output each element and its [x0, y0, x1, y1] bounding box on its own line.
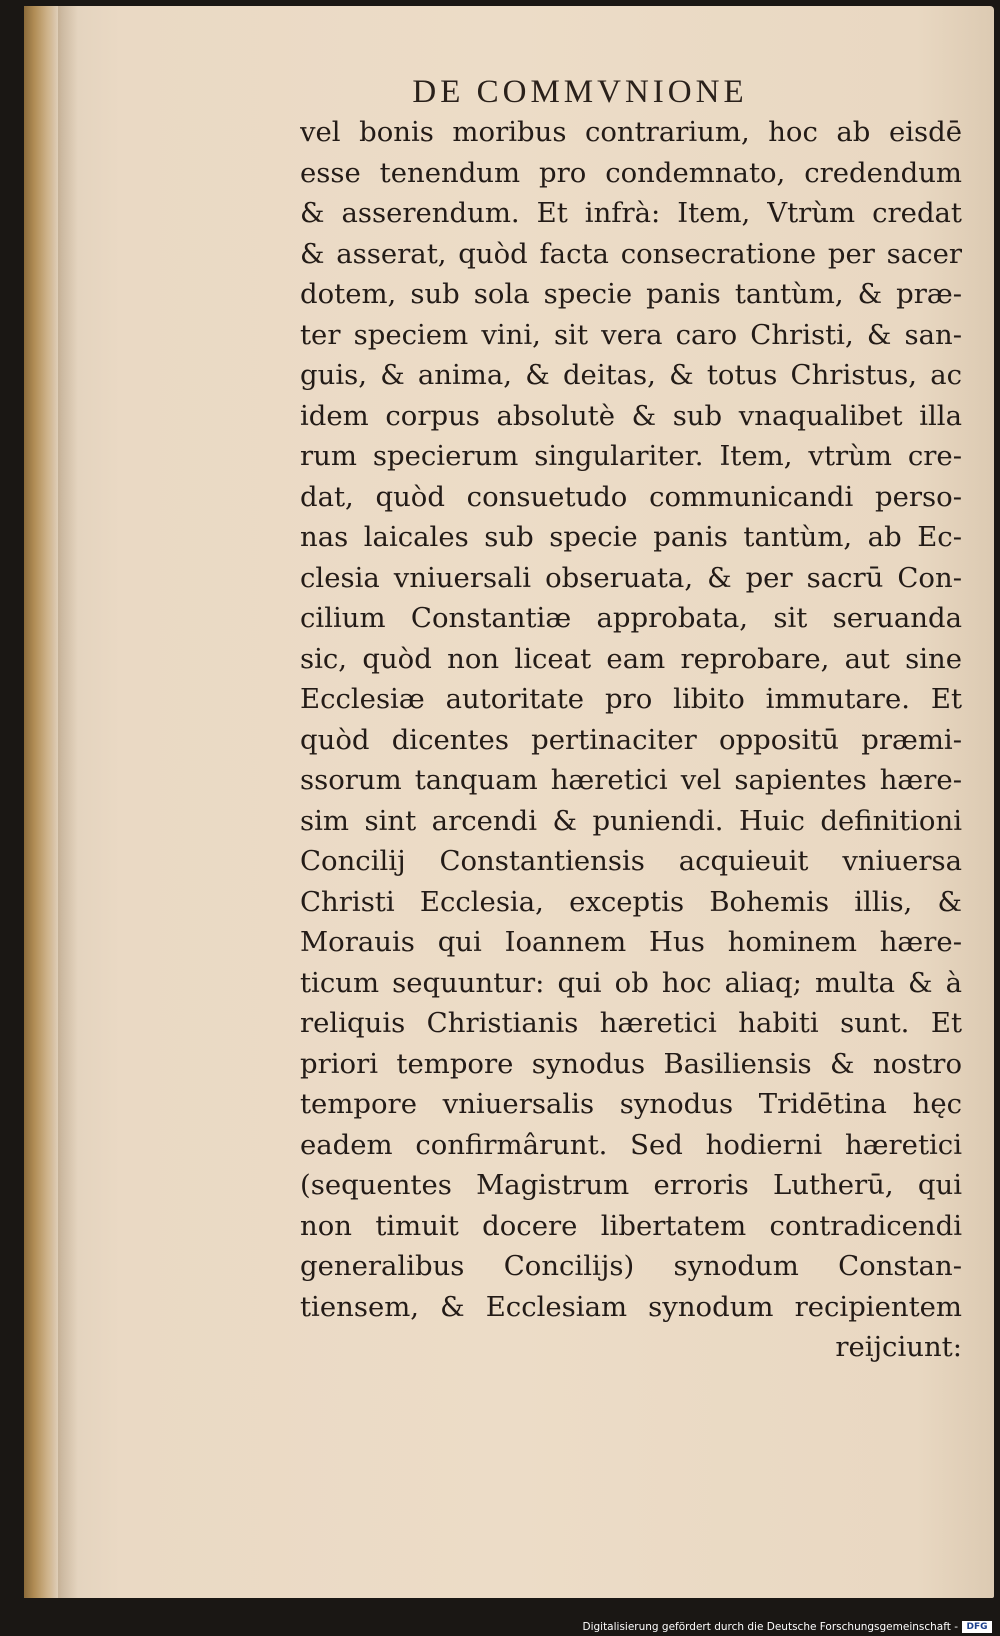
text-line: sic, quòd non liceat eam reprobare, aut sine [300, 642, 962, 675]
text-line: & asserendum. Et infrà: Item, Vtrùm credat [300, 197, 962, 229]
text-line: priori tempore synodus Basiliensis & nostro [300, 1047, 962, 1080]
text-line: esse tenendum pro condemnato, credendum [300, 156, 962, 189]
text-line: Ecclesiæ autoritate pro libito immutare. Et [300, 683, 962, 715]
text-line: guis, & anima, & deitas, & totus Christus, ac [300, 359, 962, 391]
text-line: dat, quòd consuetudo communicandi perso- [300, 480, 962, 513]
text-line: non timuit docere libertatem contradicendi [300, 1209, 962, 1242]
text-line: tiensem, & Ecclesiam synodum recipientem [300, 1290, 962, 1323]
text-line: ticum sequuntur: qui ob hoc aliaq; multa & à [300, 966, 962, 999]
text-line: quòd dicentes pertinaciter oppositū præmi- [300, 723, 962, 756]
text-line: rum specierum singulariter. Item, vtrùm cre- [300, 440, 962, 472]
gutter-shadow [58, 6, 78, 1598]
text-line: Morauis qui Ioannem Hus hominem hære- [300, 926, 962, 958]
dfg-logo: DFG [962, 1621, 992, 1633]
text-line: (sequentes Magistrum erroris Lutherū, qui [300, 1169, 962, 1201]
text-line: idem corpus absolutè & sub vnaqualibet illa [300, 399, 962, 432]
text-line: clesia vniuersali obseruata, & per sacrū Con- [300, 561, 962, 594]
text-line: sim sint arcendi & puniendi. Huic definitioni [300, 804, 962, 837]
text-line: Christi Ecclesia, exceptis Bohemis illis, & [300, 885, 962, 918]
text-line: generalibus Concilijs) synodum Constan- [300, 1250, 962, 1282]
text-line: tempore vniuersalis synodus Tridētina hęc [300, 1088, 962, 1120]
text-line: nas laicales sub specie panis tantùm, ab Ec- [300, 521, 962, 553]
text-line: eadem confirmârunt. Sed hodierni hæretici [300, 1128, 962, 1161]
catchword: reijciunt: [835, 1331, 962, 1363]
text-line: Concilij Constantiensis acquieuit vniuersa [300, 845, 962, 877]
page-edge-gilt [24, 6, 58, 1598]
text-line: ssorum tanquam hæretici vel sapientes hære- [300, 764, 962, 796]
text-block [300, 112, 962, 1368]
text-line: reliquis Christianis hæretici habiti sunt. Et [300, 1007, 962, 1039]
text-line: dotem, sub sola specie panis tantùm, & præ- [300, 278, 962, 310]
text-line: cilium Constantiæ approbata, sit seruanda [300, 602, 962, 634]
text-line: & asserat, quòd facta consecratione per sacer [300, 237, 962, 270]
text-line: ter speciem vini, sit vera caro Christi, & san- [300, 318, 962, 351]
digitization-credit: Digitalisierung gefördert durch die Deutsche Forschungsgemeinschaft - [582, 1621, 958, 1633]
text-line: vel bonis moribus contrarium, hoc ab eisdē [300, 116, 962, 148]
running-head: DE COMMVNIONE [412, 74, 748, 110]
